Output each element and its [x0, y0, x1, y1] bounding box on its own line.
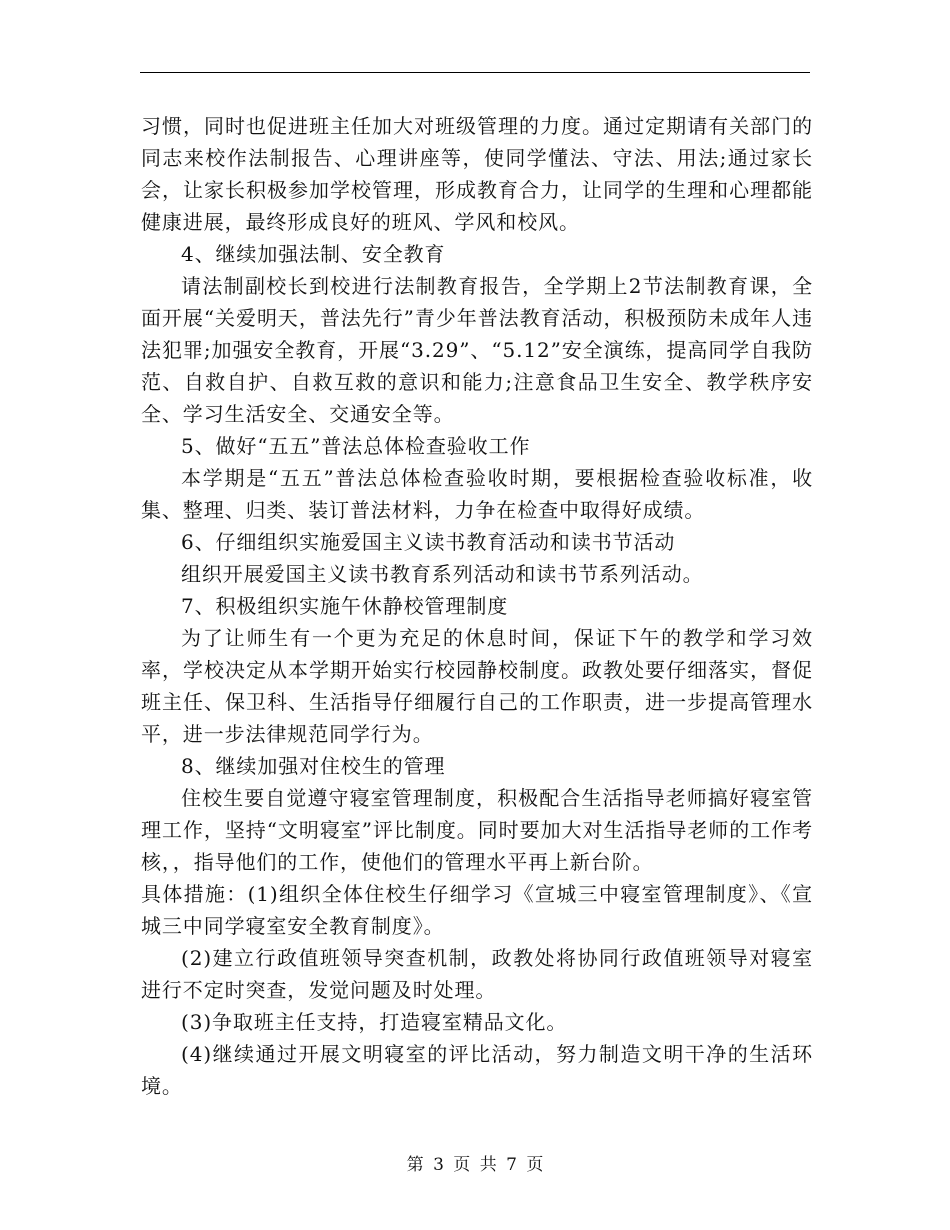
- document-body: [141, 110, 813, 1102]
- section-heading-6: 6、仔细组织实施爱国主义读书教育活动和读书节活动: [181, 530, 676, 554]
- measure-item-3: (3)争取班主任支持，打造寝室精品文化。: [181, 1010, 568, 1034]
- measure-item-2: (2)建立行政值班领导突查机制，政教处将协同行政值班领导对寝室进行不定时突查，发觉问题及时处理。: [141, 946, 813, 1002]
- section-heading-8: 8、继续加强对住校生的管理: [181, 754, 446, 778]
- section-heading-7: 7、积极组织实施午休静校管理制度: [181, 594, 509, 618]
- paragraph-6: 住校生要自觉遵守寝室管理制度，积极配合生活指导老师搞好寝室管理工作，坚持“文明寝室”评比制度。同时要加大对生活指导老师的工作考核，，指导他们的工作，使他们的管理水平再上新台阶。: [141, 786, 813, 874]
- paragraph-measures: 具体措施：(1)组织全体住校生仔细学习《宣城三中寝室管理制度》、《宣城三中同学寝室安全教育制度》。: [141, 882, 813, 938]
- section-heading-4: 4、继续加强法制、安全教育: [181, 242, 446, 266]
- paragraph-4: 组织开展爱国主义读书教育系列活动和读书节系列活动。: [181, 562, 704, 586]
- header-rule: [140, 72, 810, 73]
- paragraph-1: 习惯，同时也促进班主任加大对班级管理的力度。通过定期请有关部门的同志来校作法制报告、心理讲座等，使同学懂法、守法、用法;通过家长会，让家长积极参加学校管理，形成教育合力，让同学的生理和心理都能健康进展，最终形成良好的班风、学风和校风。: [141, 114, 813, 234]
- measure-item-4: (4)继续通过开展文明寝室的评比活动，努力制造文明干净的生活环境。: [141, 1042, 813, 1098]
- paragraph-3: 本学期是“五五”普法总体检查验收时期，要根据检查验收标准，收集、整理、归类、装订普法材料，力争在检查中取得好成绩。: [141, 466, 813, 522]
- paragraph-2: 请法制副校长到校进行法制教育报告，全学期上2节法制教育课，全面开展“关爱明天，普法先行”青少年普法教育活动，积极预防未成年人违法犯罪;加强安全教育，开展“3.29”、“5.12”安全演练，提高同学自我防范、自救自护、自救互救的意识和能力;注意食品卫生安全、教学秩序安全、学习生活安全、交通安全等。: [141, 274, 813, 426]
- section-heading-5: 5、做好“五五”普法总体检查验收工作: [181, 434, 531, 458]
- page-number-footer: 第 3 页 共 7 页: [406, 1155, 544, 1175]
- paragraph-5: 为了让师生有一个更为充足的休息时间，保证下午的教学和学习效率，学校决定从本学期开始实行校园静校制度。政教处要仔细落实，督促班主任、保卫科、生活指导仔细履行自己的工作职责，进一步提高管理水平，进一步法律规范同学行为。: [141, 626, 813, 746]
